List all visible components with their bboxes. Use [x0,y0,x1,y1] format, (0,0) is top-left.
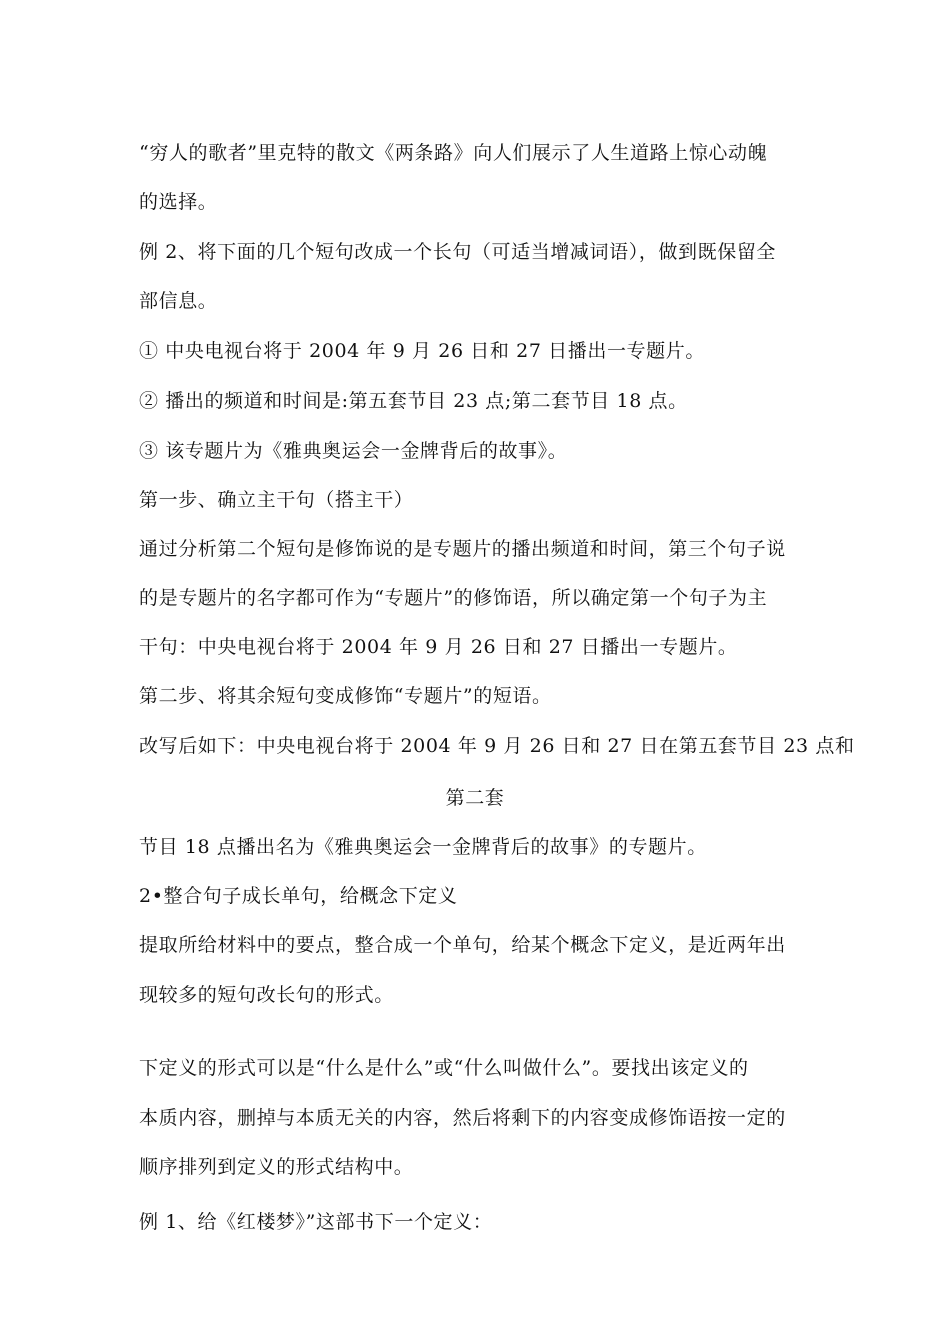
step-heading: 第一步、确立主干句（搭主干） [139,489,414,511]
text-line: 改写后如下：中央电视台将于 2004 年 9 月 26 日和 27 日在第五套节目 23 点和 [139,735,855,757]
text-line: 干句：中央电视台将于 2004 年 9 月 26 日和 27 日播出一专题片。 [139,636,738,658]
list-item: ① 中央电视台将于 2004 年 9 月 26 日和 27 日播出一专题片。 [139,340,705,362]
text-line: 的是专题片的名字都可作为“专题片”的修饰语，所以确定第一个句子为主 [139,587,768,609]
text-line: 顺序排列到定义的形式结构中。 [139,1156,414,1178]
step-heading: 第二步、将其余短句变成修饰“专题片”的短语。 [139,685,552,707]
text-line: 部信息。 [139,290,218,312]
text-line: 的选择。 [139,191,218,213]
text-line: 例 1、给《红楼梦》”这部书下一个定义： [139,1211,493,1233]
list-item: ② 播出的频道和时间是:第五套节目 23 点;第二套节目 18 点。 [139,390,688,412]
list-item: ③ 该专题片为《雅典奥运会一金牌背后的故事》。 [139,440,568,462]
text-line: 例 2、将下面的几个短句改成一个长句（可适当增减词语），做到既保留全 [139,241,777,263]
text-line: 本质内容，删掉与本质无关的内容，然后将剩下的内容变成修饰语按一定的 [139,1107,786,1129]
text-line: 下定义的形式可以是“什么是什么”或“什么叫做什么”。要找出该定义的 [139,1057,749,1079]
text-line: 现较多的短句改长句的形式。 [139,984,394,1006]
text-line: 提取所给材料中的要点，整合成一个单句，给某个概念下定义，是近两年出 [139,934,786,956]
text-line: 节目 18 点播出名为《雅典奥运会一金牌背后的故事》的专题片。 [139,836,707,858]
text-line-centered: 第二套 [445,787,505,809]
section-heading: 2•整合句子成长单句，给概念下定义 [139,885,458,907]
text-line: “穷人的歌者”里克特的散文《两条路》向人们展示了人生道路上惊心动魄 [139,142,768,164]
text-line: 通过分析第二个短句是修饰说的是专题片的播出频道和时间，第三个句子说 [139,538,786,560]
